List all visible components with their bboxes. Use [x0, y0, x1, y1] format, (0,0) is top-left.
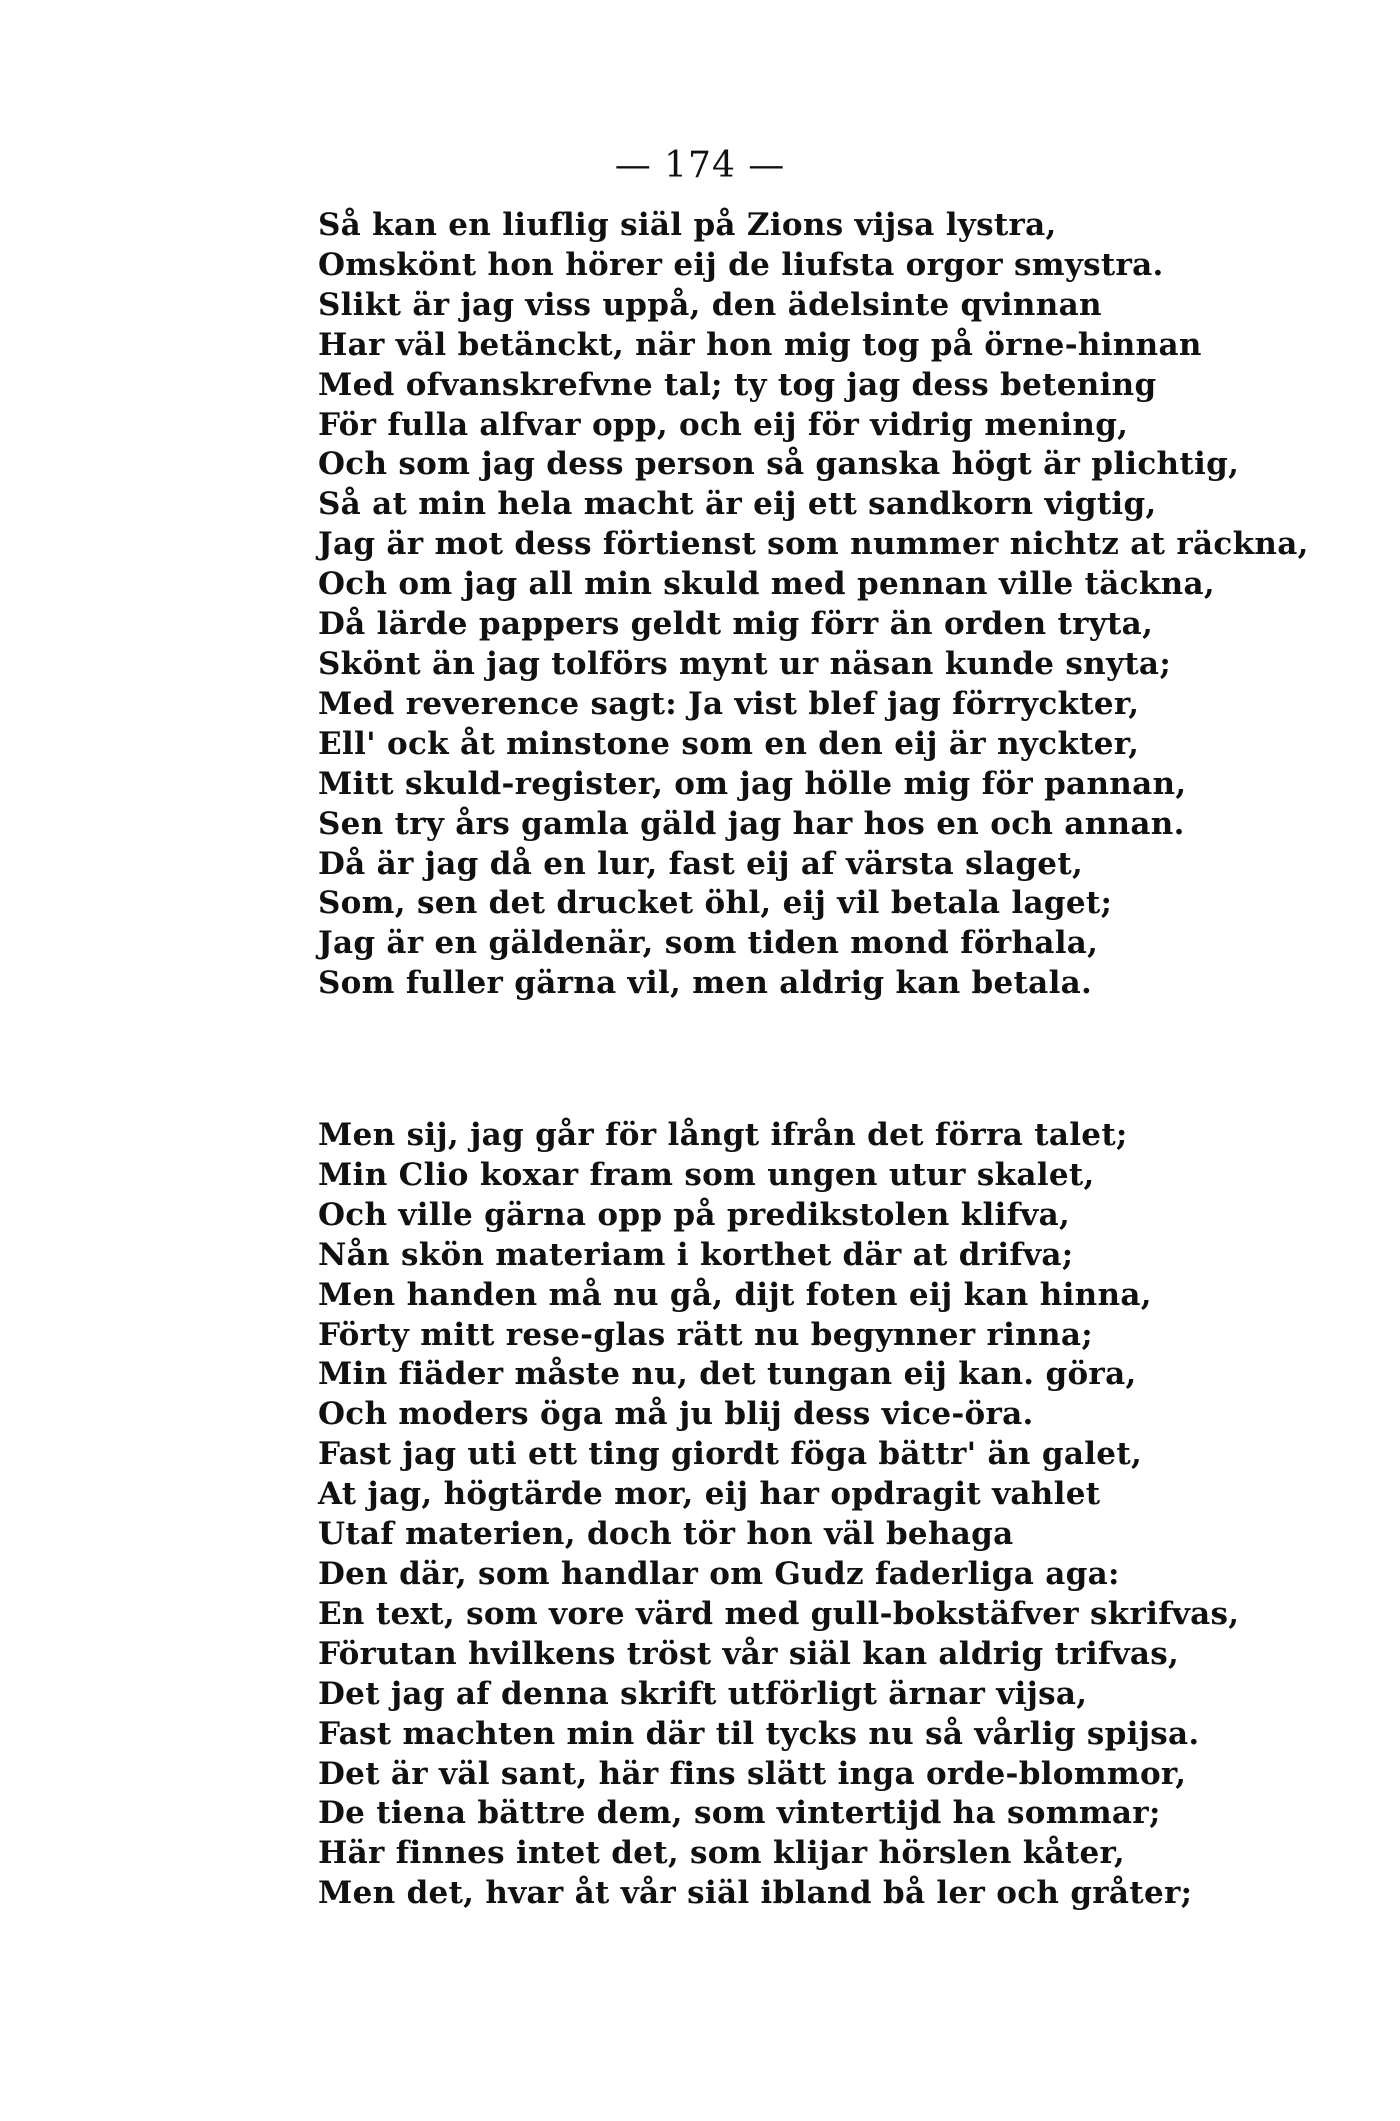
poem-line: Det är väl sant, här fins slätt inga orde-blommor,	[318, 1755, 1187, 1792]
stanza-1	[318, 206, 1378, 1004]
poem-line: Men det, hvar åt vår siäl ibland bå ler och gråter;	[318, 1875, 1193, 1912]
poem-line: Så kan en liuflig siäl på Zions vijsa lystra,	[318, 207, 1057, 243]
poem-line: Min fiäder måste nu, det tungan eij kan. göra,	[318, 1356, 1137, 1393]
poem-line: Förty mitt rese-glas rätt nu begynner rinna;	[318, 1316, 1093, 1353]
poem-line: Som, sen det drucket öhl, eij vil betala laget;	[318, 885, 1113, 922]
poem-line: Så at min hela macht är eij ett sandkorn vigtig,	[318, 486, 1157, 523]
poem-line: At jag, högtärde mor, eij har opdragit vahlet	[318, 1476, 1101, 1513]
poem-line: Och ville gärna opp på predikstolen klifva,	[318, 1196, 1071, 1233]
page-number: — 174 —	[614, 145, 786, 186]
poem-line: Slikt är jag viss uppå, den ädelsinte qvinnan	[318, 286, 1102, 323]
poem-line: De tiena bättre dem, som vintertijd ha sommar;	[318, 1795, 1161, 1832]
poem-line: Och som jag dess person så ganska högt är plichtig,	[318, 446, 1240, 483]
poem-line: Men handen må nu gå, dijt foten eij kan hinna,	[318, 1276, 1152, 1313]
stanza-2	[318, 1116, 1378, 1914]
poem-line: Omskönt hon hörer eij de liufsta orgor smystra.	[318, 246, 1164, 283]
poem-line: Med ofvanskrefvne tal; ty tog jag dess betening	[318, 366, 1157, 403]
poem-line: Sen try års gamla gäld jag har hos en och annan.	[318, 805, 1185, 842]
poem-line: Jag är en gäldenär, som tiden mond förhala,	[318, 925, 1099, 962]
poem-line: Nån skön materiam i korthet där at drifva;	[318, 1236, 1074, 1273]
poem-line: Min Clio koxar fram som ungen utur skalet,	[318, 1156, 1095, 1193]
poem-line: Fast machten min där til tycks nu så vårlig spijsa.	[318, 1715, 1200, 1752]
poem-line: En text, som vore värd med gull-bokstäfver skrifvas,	[318, 1595, 1240, 1632]
poem-line: Mitt skuld-register, om jag hölle mig för pannan,	[318, 765, 1187, 802]
poem-line: Ell' ock åt minstone som en den eij är nyckter,	[318, 725, 1140, 762]
poem-line: Det jag af denna skrift utförligt ärnar vijsa,	[318, 1675, 1088, 1712]
poem-line: Och moders öga må ju blij dess vice-öra.	[318, 1396, 1034, 1433]
poem-line: Då är jag då en lur, fast eij af värsta slaget,	[318, 845, 1084, 882]
poem-line: Med reverence sagt: Ja vist blef jag förryckter,	[318, 685, 1140, 722]
poem-line: Har väl betänckt, när hon mig tog på örne-hinnan	[318, 326, 1202, 363]
poem-line: Här finnes intet det, som klijar hörslen kåter,	[318, 1835, 1126, 1872]
poem-line: För fulla alfvar opp, och eij för vidrig mening,	[318, 406, 1129, 443]
poem-line: Fast jag uti ett ting giordt föga bättr' än galet,	[318, 1436, 1143, 1473]
poem-line: Den där, som handlar om Gudz faderliga aga:	[318, 1555, 1120, 1592]
poem-line: Men sij, jag går för långt ifrån det förra talet;	[318, 1117, 1128, 1153]
poem-line: Förutan hvilkens tröst vår siäl kan aldrig trifvas,	[318, 1635, 1180, 1672]
poem-line: Utaf materien, doch tör hon väl behaga	[318, 1516, 1014, 1553]
poem-line: Jag är mot dess förtienst som nummer nichtz at räckna,	[318, 526, 1309, 563]
poem-line: Då lärde pappers geldt mig förr än orden tryta,	[318, 606, 1154, 643]
poem-line: Och om jag all min skuld med pennan ville täckna,	[318, 566, 1215, 603]
poem-line: Skönt än jag tolförs mynt ur näsan kunde snyta;	[318, 645, 1172, 682]
poem-line: Som fuller gärna vil, men aldrig kan betala.	[318, 965, 1093, 1002]
